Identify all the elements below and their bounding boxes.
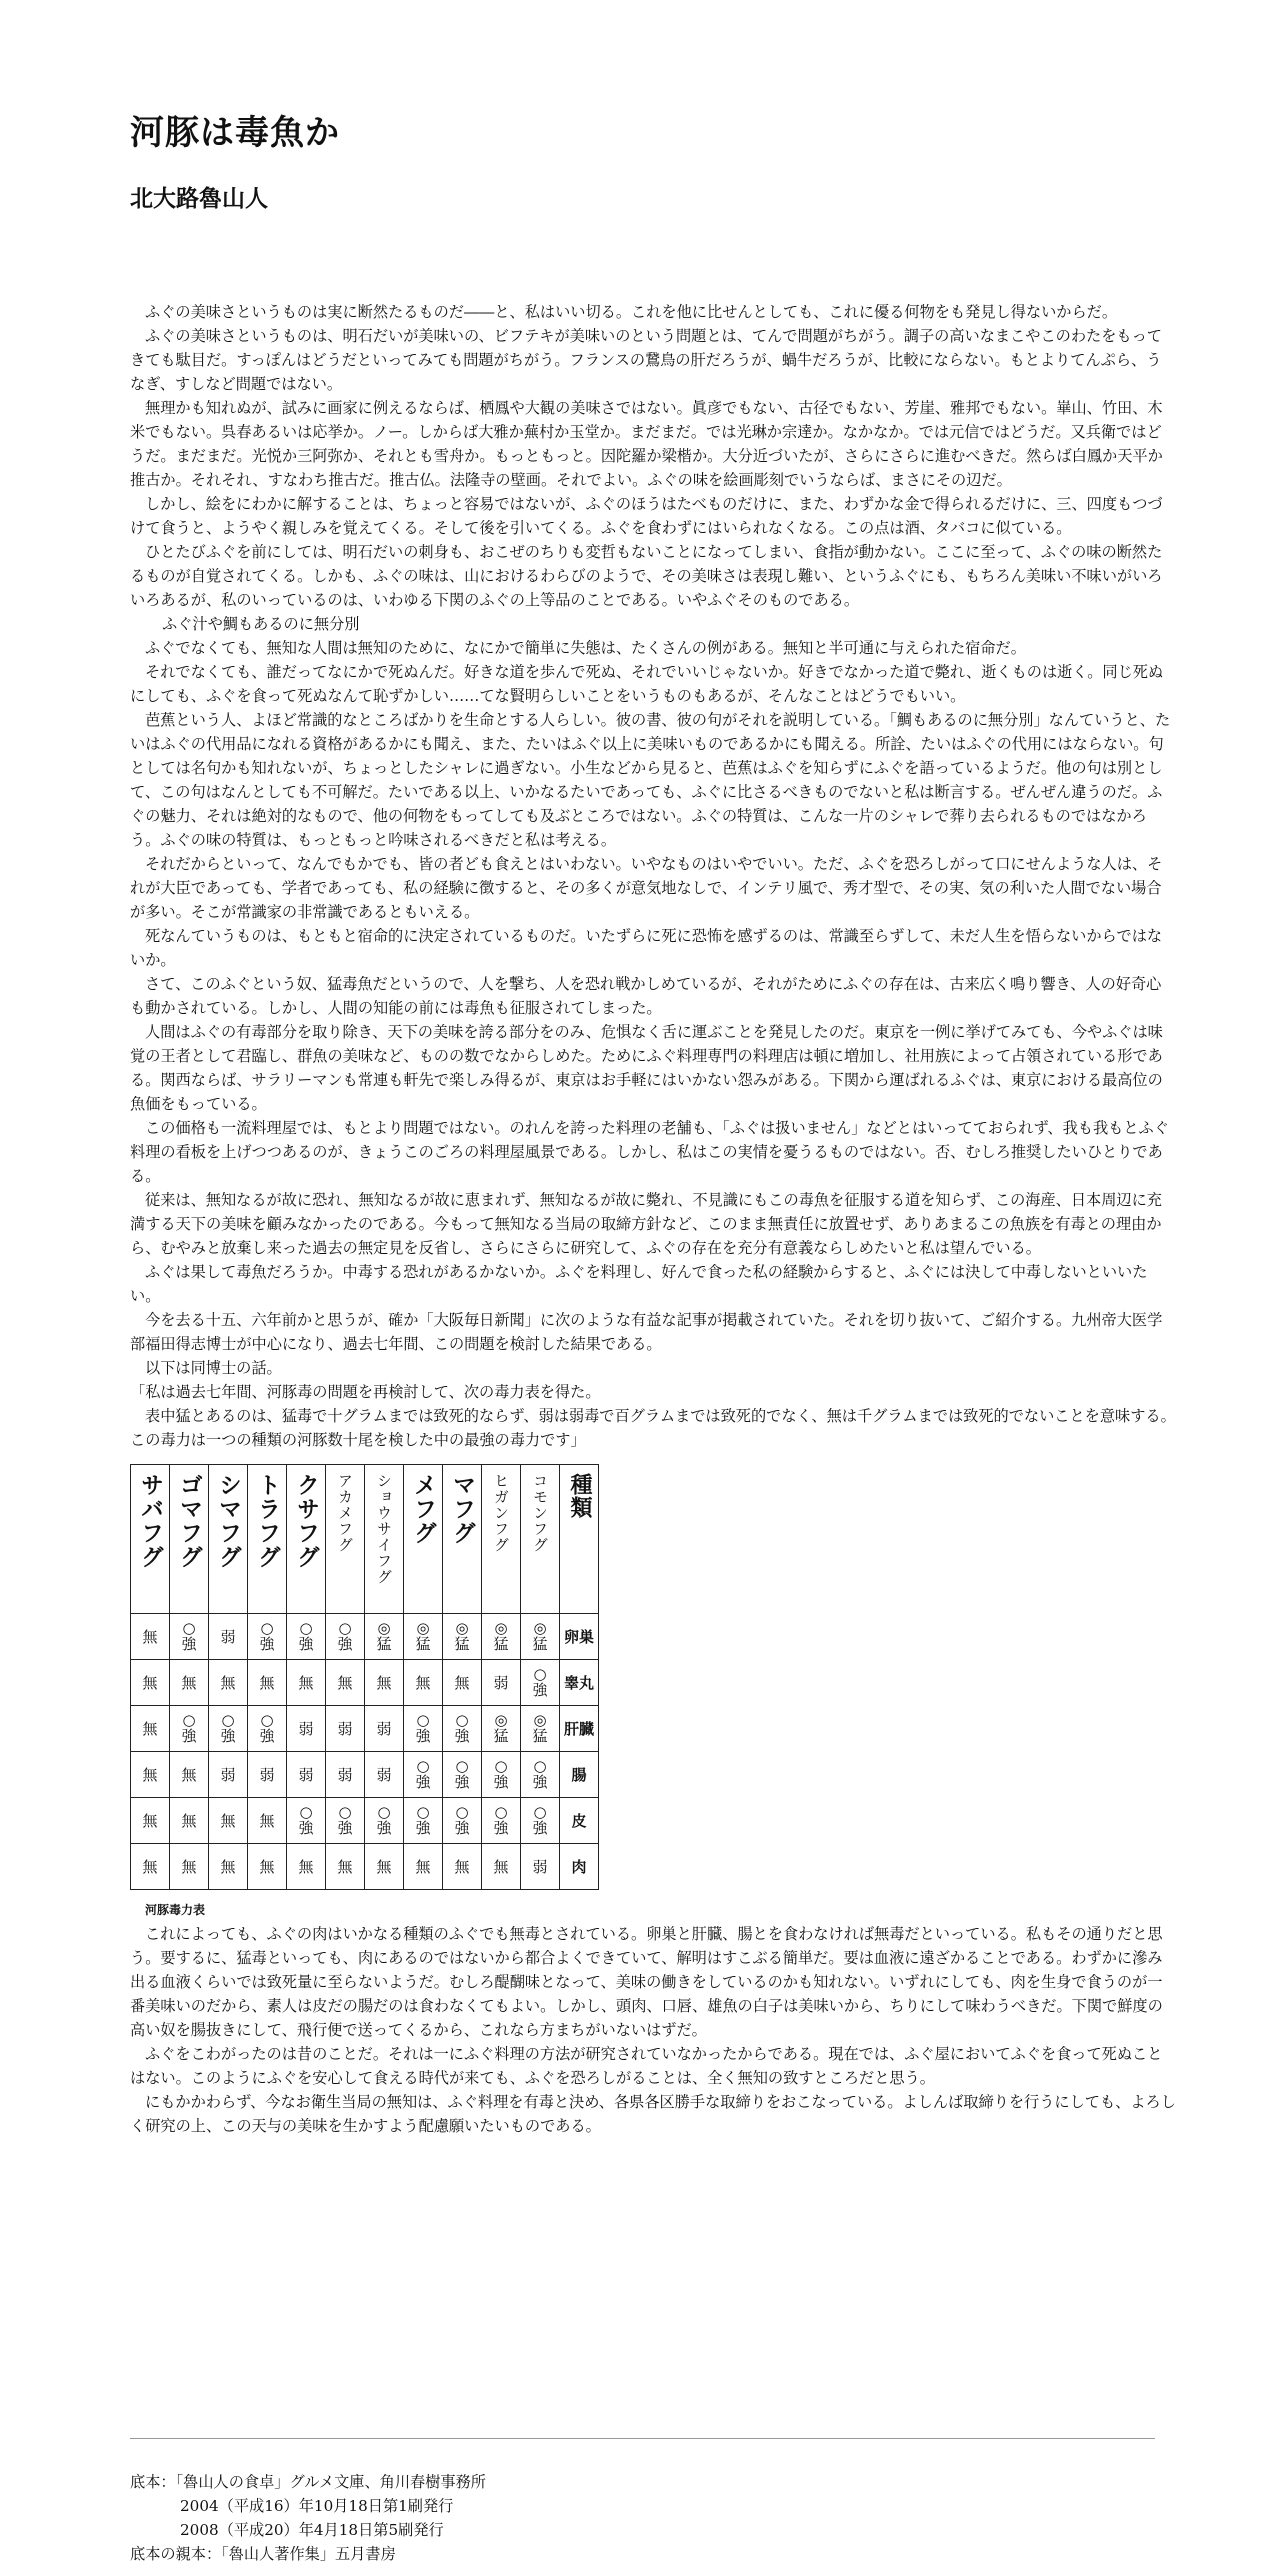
organ-label: 皮 (560, 1798, 599, 1844)
toxicity-cell: ○ 強 (521, 1798, 560, 1844)
species-name: ショウサイフグ (375, 1473, 393, 1585)
toxicity-cell: ◎ 猛 (365, 1614, 404, 1660)
toxicity-cell: 無 (365, 1660, 404, 1706)
toxicity-cell: 無 (287, 1844, 326, 1890)
toxicity-cell: 弱 (521, 1844, 560, 1890)
toxicity-cell: ○ 強 (443, 1798, 482, 1844)
species-name: マフグ (449, 1473, 475, 1545)
toxicity-cell: ○ 強 (443, 1752, 482, 1798)
paragraph: 人間はふぐの有毒部分を取り除き、天下の美味を誇る部分をのみ、危惧なく舌に運ぶことを発見したのだ。東京を一例に挙げてみても、今やふぐは味覚の王者として君臨し、群魚の美味など、ものの数でなからしめた。ためにふぐ料理専門の料理店は頓に増加し、社用族によって占領されている形である。関西ならば、サラリーマンも常連も軒先で楽しみ得るが、東京はお手軽にはいかない怨みがある。下関から運ばれるふぐは、東京における最高位の魚価をもっている。 (130, 1023, 1163, 1113)
table-row (131, 1844, 599, 1890)
species-header (170, 1465, 209, 1614)
toxicity-cell: ○ 強 (170, 1706, 209, 1752)
paragraph: にもかかわらず、今なお衛生当局の無知は、ふぐ料理を有毒と決め、各県各区勝手な取締りをおこなっている。よしんば取締りを行うにしても、よろしく研究の上、この天与の美味を生かすよう配慮願いたいものである。 (130, 2093, 1176, 2135)
toxicity-cell: 弱 (326, 1752, 365, 1798)
toxicity-cell: 無 (131, 1752, 170, 1798)
species-name: ヒガンフグ (492, 1473, 510, 1553)
toxicity-cell: 弱 (365, 1706, 404, 1752)
colophon (130, 2470, 486, 2566)
paragraph: さて、このふぐという奴、猛毒魚だというので、人を撃ち、人を恐れ戦かしめているが、それがためにふぐの存在は、古来広く鳴り響き、人の好奇心も動かされている。しかし、人間の知能の前には毒魚も征服されてしまった。 (130, 975, 1162, 1017)
organ-label: 肉 (560, 1844, 599, 1890)
toxicity-cell: ○ 強 (287, 1798, 326, 1844)
page-title: 河豚は毒魚か (130, 113, 340, 153)
toxicity-cell: 無 (248, 1660, 287, 1706)
toxicity-cell: 弱 (287, 1706, 326, 1752)
species-header (443, 1465, 482, 1614)
table-row (131, 1798, 599, 1844)
paragraph: 今を去る十五、六年前かと思うが、確か「大阪毎日新聞」に次のような有益な記事が掲載されていた。それを切り抜いて、ご紹介する。九州帝大医学部福田得志博士が中心になり、過去七年間、この問題を検討した結果である。 (130, 1311, 1163, 1353)
toxicity-cell: 弱 (287, 1752, 326, 1798)
toxicity-cell: ○ 強 (365, 1798, 404, 1844)
toxicity-cell: 無 (131, 1660, 170, 1706)
toxicity-cell: ◎ 猛 (404, 1614, 443, 1660)
toxicity-cell: 無 (209, 1844, 248, 1890)
paragraph: ふぐの美味さというものは、明石だいが美味いの、ビフテキが美味いのという問題とは、てんで問題がちがう。調子の高いなまこやこのわたをもってきても駄目だ。すっぽんはどうだといってみても問題がちがう。フランスの鵞鳥の肝だろうが、蝸牛だろうが、比較にならない。もとよりてんぷら、うなぎ、すしなど問題ではない。 (130, 327, 1162, 393)
haiku: ふぐ汁や鯛もあるのに無分別 (162, 615, 360, 633)
quote-line: 表中猛とあるのは、猛毒で十グラムまでは致死的ならず、弱は弱毒で百グラムまでは致死的でなく、無は千グラムまでは致死的でないことを意味する。この毒力は一つの種類の河豚数十尾を検した中の最強の毒力です」 (130, 1407, 1176, 1449)
paragraph: この価格も一流料理屋では、もとより問題ではない。のれんを誇った料理の老舗も、「ふぐは扱いません」などとはいってておられず、我も我もとふぐ料理の看板を上げつつあるのが、きょうこのごろの料理屋風景である。しかし、私はこの実情を憂うるものではない。否、むしろ推奨したいひとりである。 (130, 1119, 1169, 1185)
species-name: シマフグ (215, 1473, 241, 1569)
species-header (209, 1465, 248, 1614)
species-header (287, 1465, 326, 1614)
toxicity-cell: ○ 強 (404, 1752, 443, 1798)
toxicity-cell: ◎ 猛 (521, 1614, 560, 1660)
paragraph: それだからといって、なんでもかでも、皆の者ども食えとはいわない。いやなものはいやでいい。ただ、ふぐを恐ろしがって口にせんような人は、それが大臣であっても、学者であっても、私の経験に徴すると、その多くが意気地なしで、インテリ風で、秀才型で、その実、気の利いた人間でない場合が多い。そこが常識家の非常識であるともいえる。 (130, 855, 1163, 921)
paragraph: ふぐの美味さというものは実に断然たるものだ――と、私はいい切る。これを他に比せんとしても、これに優る何物をも発見し得ないからだ。 (145, 303, 1117, 321)
paragraph: これによっても、ふぐの肉はいかなる種類のふぐでも無毒とされている。卵巣と肝臓、腸とを食わなければ無毒だといっている。私もその通りだと思う。要するに、猛毒といっても、肉にあるのではないから都合よくできていて、解明はすこぶる簡単だ。要は血液に遠ざかることである。わずかに滲み出る血液くらいでは致死量に至らないようだ。むしろ醍醐味となって、美味の働きをしているのかも知れない。いずれにしても、肉を生身で食うのが一番美味いのだから、素人は皮だの腸だのは食わなくてもよい。しかし、頭肉、口唇、雄魚の白子は美味いから、ちりにして味わうべきだ。下関で鮮度の高い奴を腸抜きにして、飛行便で送ってくるから、これなら方まちがいないはずだ。 (130, 1925, 1163, 2039)
poison-table (130, 1464, 599, 1890)
toxicity-cell: 弱 (209, 1614, 248, 1660)
table-header-row (131, 1465, 599, 1614)
main-text (130, 300, 1176, 2138)
paragraph: ふぐは果して毒魚だろうか。中毒する恐れがあるかないか。ふぐを料理し、好んで食った私の経験からすると、ふぐには決して中毒しないといいたい。 (130, 1263, 1148, 1305)
paragraph: 芭蕉という人、よほど常識的なところばかりを生命とする人らしい。彼の書、彼の句がそれを説明している。「鯛もあるのに無分別」なんていうと、たいはふぐの代用品になれる資格があるかにも聞え、また、たいはふぐ以上に美味いものであるかにも聞える。所詮、たいはふぐの代用にはならない。句としては名句かも知れないが、ちょっとしたシャレに過ぎない。小生などから見ると、芭蕉はふぐを知らずにふぐを語っているようだ。他の句は別として、この句はなんとしても不可解だ。たいである以上、いかなるたいであっても、ふぐに比さるべきものでないと私は断言する。ぜんぜん違うのだ。ふぐの魅力、それは絶対的なもので、他の何物をもってしても及ぶところではない。ふぐの特質は、こんな一片のシャレで葬り去られるものではなかろう。ふぐの味の特質は、もっともっと吟味されるべきだと私は考える。 (130, 711, 1171, 849)
toxicity-cell: 無 (170, 1844, 209, 1890)
toxicity-cell: 無 (131, 1798, 170, 1844)
toxicity-cell: ◎ 猛 (482, 1706, 521, 1752)
organ-label: 睾丸 (560, 1660, 599, 1706)
toxicity-cell: ○ 強 (287, 1614, 326, 1660)
paragraph: ふぐをこわがったのは昔のことだ。それは一にふぐ料理の方法が研究されていなかったからである。現在では、ふぐ屋においてふぐを食って死ぬことはない。このようにふぐを安心して食える時代が来ても、ふぐを恐ろしがることは、全く無知の致すところだと思う。 (130, 2045, 1163, 2087)
toxicity-cell: 無 (131, 1614, 170, 1660)
paragraph: 無理かも知れぬが、試みに画家に例えるならば、栖鳳や大観の美味さではない。眞彦でもない、古径でもない、芳崖、雅邦でもない。崋山、竹田、木米でもない。呉春あるいは応挙か。ノー。しからば大雅か蕪村か玉堂か。まだまだ。では光琳か宗達か。なかなか。では元信ではどうだ。又兵衛ではどうだ。まだまだ。光悦か三阿弥か、それとも雪舟か。もっともっと。因陀羅か梁楷か。大分近づいたが、さらにさらに進むべきだ。然らば白鳳か天平か推古か。それそれ、すなわち推古だ。推古仏。法隆寺の壁画。それでよい。ふぐの味を絵画彫刻でいうならば、まさにその辺だ。 (130, 399, 1163, 489)
table-row (131, 1706, 599, 1752)
toxicity-cell: ○ 強 (521, 1660, 560, 1706)
toxicity-cell: ○ 強 (248, 1706, 287, 1752)
toxicity-cell: 弱 (326, 1706, 365, 1752)
toxicity-cell: 無 (326, 1660, 365, 1706)
toxicity-cell: ○ 強 (170, 1614, 209, 1660)
poison-table-wrap (130, 1464, 1176, 1890)
species-header (248, 1465, 287, 1614)
species-header (404, 1465, 443, 1614)
species-header (326, 1465, 365, 1614)
toxicity-cell: ◎ 猛 (443, 1614, 482, 1660)
table-row (131, 1660, 599, 1706)
species-name: トラフグ (254, 1473, 280, 1569)
toxicity-cell: 無 (170, 1660, 209, 1706)
toxicity-cell: 弱 (482, 1660, 521, 1706)
quote-intro: 以下は同博士の話。 (145, 1359, 282, 1377)
table-caption: 河豚毒力表 (145, 1903, 206, 1917)
paragraph: しかし、絵をにわかに解することは、ちょっと容易ではないが、ふぐのほうはたべものだけに、また、わずかな金で得られるだけに、三、四度もつづけて食うと、ようやく親しみを覚えてくる。そして後を引いてくる。ふぐを食わずにはいられなくなる。この点は酒、タバコに似ている。 (130, 495, 1163, 537)
species-header (365, 1465, 404, 1614)
toxicity-cell: 無 (170, 1798, 209, 1844)
species-header (482, 1465, 521, 1614)
toxicity-cell: 無 (287, 1660, 326, 1706)
toxicity-cell: 無 (443, 1844, 482, 1890)
toxicity-cell: ○ 強 (404, 1798, 443, 1844)
toxicity-cell: ○ 強 (482, 1752, 521, 1798)
paragraph: それでなくても、誰だってなにかで死ぬんだ。好きな道を歩んで死ぬ、それでいいじゃないか。好きでなかった道で斃れ、逝くものは逝く。同じ死ぬにしても、ふぐを食って死ぬなんて恥ずかしい……てな賢明らしいことをいうものもあるが、そんなことはどうでもいい。 (130, 663, 1164, 705)
species-name: アカメフグ (336, 1473, 354, 1553)
toxicity-cell: 無 (443, 1660, 482, 1706)
toxicity-cell: ○ 強 (326, 1798, 365, 1844)
toxicity-cell: 無 (170, 1752, 209, 1798)
species-name: コモンフグ (531, 1473, 549, 1553)
toxicity-cell: 無 (131, 1844, 170, 1890)
toxicity-cell: 無 (248, 1844, 287, 1890)
colophon-line: 2008（平成20）年4月18日第5刷発行 (180, 2521, 444, 2539)
author-name: 北大路魯山人 (130, 186, 268, 212)
toxicity-cell: ◎ 猛 (521, 1706, 560, 1752)
toxicity-cell: 無 (365, 1844, 404, 1890)
column-label-cell (560, 1465, 599, 1614)
species-name: ゴマフグ (176, 1473, 202, 1569)
organ-label: 卵巣 (560, 1614, 599, 1660)
toxicity-cell: 無 (248, 1798, 287, 1844)
paragraph: 従来は、無知なるが故に恐れ、無知なるが故に恵まれず、無知なるが故に斃れ、不見識にもこの毒魚を征服する道を知らず、この海産、日本周辺に充満する天下の美味を顧みなかったのである。今もって無知なる当局の取締方針など、このまま無責任に放置せず、ありあまるこの魚族を有毒との理由から、むやみと放棄し来った過去の無定見を反省し、さらにさらに研究して、ふぐの存在を充分有意義ならしめたいと私は望んでいる。 (130, 1191, 1162, 1257)
toxicity-cell: ○ 強 (209, 1706, 248, 1752)
species-name: クサフグ (293, 1473, 319, 1569)
toxicity-cell: 無 (209, 1798, 248, 1844)
paragraph: ひとたびふぐを前にしては、明石だいの刺身も、おこぜのちりも変哲もないことになってしまい、食指が動かない。ここに至って、ふぐの味の断然たるものが自覚されてくる。しかも、ふぐの味は、山におけるわらびのようで、その美味さは表現し難い、というふぐにも、もちろん美味い不味いがいろいろあるが、私のいっているのは、いわゆる下関のふぐの上等品のことである。いやふぐそのものである。 (130, 543, 1163, 609)
species-header (521, 1465, 560, 1614)
toxicity-cell: ○ 強 (443, 1706, 482, 1752)
colophon-line: 底本の親本：「魯山人著作集」五月書房 (130, 2545, 396, 2563)
toxicity-cell: 弱 (365, 1752, 404, 1798)
organ-label: 肝臓 (560, 1706, 599, 1752)
toxicity-cell: ◎ 猛 (482, 1614, 521, 1660)
paragraph: ふぐでなくても、無知な人間は無知のために、なにかで簡単に失態は、たくさんの例がある。無知と半可通に与えられた宿命だ。 (145, 639, 1026, 657)
toxicity-cell: 無 (404, 1660, 443, 1706)
toxicity-cell: 無 (404, 1844, 443, 1890)
divider (130, 2438, 1155, 2439)
table-row (131, 1614, 599, 1660)
toxicity-cell: 無 (482, 1844, 521, 1890)
species-name: メフグ (410, 1473, 436, 1545)
paragraph: 死なんていうものは、もともと宿命的に決定されているものだ。いたずらに死に恐怖を感ずるのは、常識至らずして、未だ人生を悟らないからではないか。 (130, 927, 1163, 969)
toxicity-cell: ○ 強 (521, 1752, 560, 1798)
species-name: サバフグ (137, 1473, 163, 1569)
toxicity-cell: 弱 (248, 1752, 287, 1798)
toxicity-cell: 無 (326, 1844, 365, 1890)
table-row (131, 1752, 599, 1798)
toxicity-cell: ○ 強 (326, 1614, 365, 1660)
toxicity-cell: ○ 強 (404, 1706, 443, 1752)
toxicity-cell: ○ 強 (482, 1798, 521, 1844)
column-label: 種類 (567, 1473, 592, 1519)
organ-label: 腸 (560, 1752, 599, 1798)
colophon-line: 底本：「魯山人の食卓」グルメ文庫、角川春樹事務所 (130, 2473, 486, 2491)
toxicity-cell: ○ 強 (248, 1614, 287, 1660)
quote-line: 「私は過去七年間、河豚毒の問題を再検討して、次の毒力表を得た。 (130, 1383, 601, 1401)
toxicity-cell: 弱 (209, 1752, 248, 1798)
toxicity-cell: 無 (131, 1706, 170, 1752)
colophon-line: 2004（平成16）年10月18日第1刷発行 (180, 2497, 454, 2515)
toxicity-cell: 無 (209, 1660, 248, 1706)
species-header (131, 1465, 170, 1614)
